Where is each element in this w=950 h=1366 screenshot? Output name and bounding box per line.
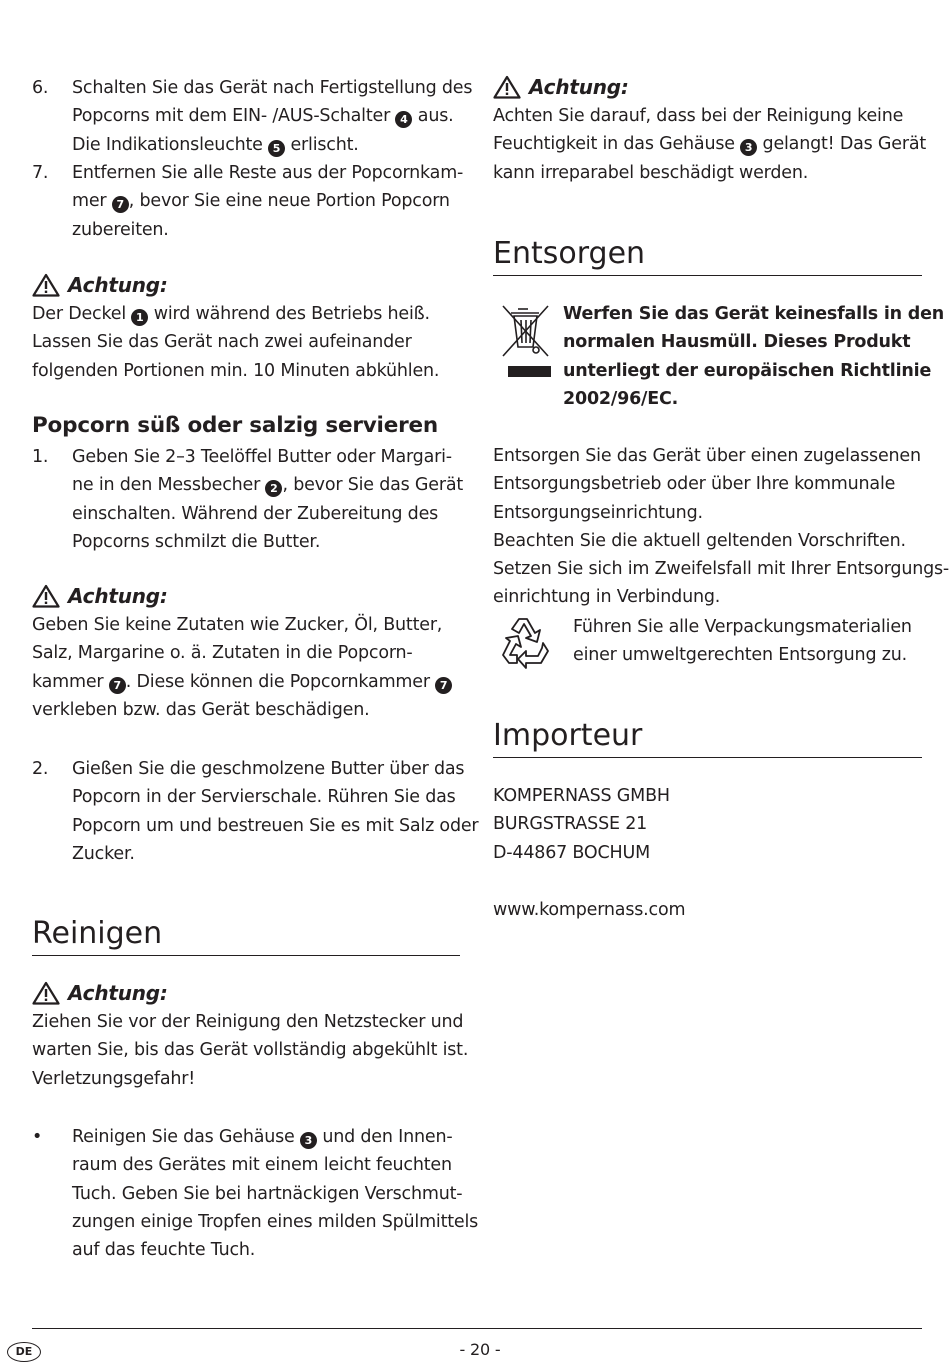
- address-line: D-44867 BOCHUM: [493, 842, 650, 863]
- warning-block: [32, 978, 469, 1093]
- warning-heading: [32, 270, 460, 300]
- disposal-line: Setzen Sie sich im Zweifelsfall mit Ihrer Entsorgungs-: [493, 559, 950, 580]
- step-line: Popcorns schmilzt die Butter.: [72, 531, 321, 552]
- warning-line: warten Sie, bis das Gerät vollständig abgekühlt ist.: [32, 1040, 469, 1061]
- footer-divider: [32, 1328, 922, 1329]
- bullet-line: Reinigen Sie das Gehäuse 3 und den Innen-: [72, 1127, 453, 1147]
- step-line: Popcorn um und bestreuen Sie es mit Salz oder: [72, 815, 479, 836]
- weee-line: unterliegt der europäischen Richtlinie: [563, 360, 932, 381]
- warning-heading: [32, 978, 460, 1008]
- step-line: mer 7 , bevor Sie eine neue Portion Popcorn: [72, 191, 450, 212]
- warning-line: Geben Sie keine Zutaten wie Zucker, Öl, Butter,: [32, 615, 443, 635]
- ref-number-7: 7: [112, 196, 129, 213]
- step-line: Geben Sie 2–3 Teelöffel Butter oder Margari-: [72, 447, 452, 467]
- importer-address: [493, 782, 922, 867]
- warning-line: folgenden Portionen min. 10 Minuten abkühlen.: [32, 360, 440, 381]
- warning-line: Salz, Margarine o. ä. Zutaten in die Popcorn-: [32, 643, 413, 664]
- section-title-disposal: Entsorgen: [493, 236, 646, 271]
- section-title-importer: Importeur: [493, 718, 643, 753]
- warning-line: Ziehen Sie vor der Reinigung den Netzstecker und: [32, 1012, 464, 1032]
- ref-number-3: 3: [740, 139, 757, 156]
- section-divider: [32, 955, 460, 956]
- ref-number-3: 3: [300, 1132, 317, 1149]
- warning-title: Achtung:: [68, 273, 168, 297]
- warning-title: Achtung:: [68, 981, 168, 1005]
- recycling-line: Führen Sie alle Verpackungsmaterialien: [573, 617, 912, 637]
- warning-heading: [493, 72, 922, 102]
- disposal-line: Entsorgungsbetrieb oder über Ihre kommunale: [493, 474, 896, 495]
- step-number: 2.: [32, 759, 49, 779]
- language-badge: DE: [7, 1342, 41, 1362]
- disposal-text: [493, 442, 950, 612]
- bullet-line: Tuch. Geben Sie bei hartnäckigen Verschmut-: [72, 1183, 463, 1204]
- step-line: Die Indikationsleuchte 5 erlischt.: [72, 134, 359, 155]
- weee-notice: [563, 300, 945, 413]
- warning-block: [32, 581, 460, 724]
- disposal-line: Entsorgen Sie das Gerät über einen zugelassenen: [493, 446, 921, 466]
- warning-line: verkleben bzw. das Gerät beschädigen.: [32, 699, 370, 720]
- disposal-line: einrichtung in Verbindung.: [493, 587, 721, 608]
- warning-block: [493, 72, 927, 187]
- ref-number-2: 2: [265, 480, 282, 497]
- weee-line: 2002/96/EC.: [563, 388, 679, 409]
- ref-number-5: 5: [268, 140, 285, 157]
- step-line: zubereiten.: [72, 219, 169, 240]
- section-divider: [493, 275, 922, 276]
- ref-number-4: 4: [395, 111, 412, 128]
- warning-line: Lassen Sie das Gerät nach zwei aufeinander: [32, 332, 412, 353]
- bullet-marker: •: [32, 1127, 43, 1147]
- recycling-notice: [573, 613, 922, 670]
- step-line: Gießen Sie die geschmolzene Butter über das: [72, 759, 465, 779]
- step-line: ne in den Messbecher 2 , bevor Sie das Gerät: [72, 475, 464, 496]
- weee-line: normalen Hausmüll. Dieses Produkt: [563, 332, 911, 353]
- warning-triangle-icon: [32, 584, 60, 608]
- warning-line: Verletzungsgefahr!: [32, 1068, 196, 1089]
- website-link[interactable]: www.kompernass.com: [493, 900, 686, 920]
- warning-line: Der Deckel 1 wird während des Betriebs heiß.: [32, 304, 430, 324]
- step-line: Entfernen Sie alle Reste aus der Popcornkam-: [72, 163, 464, 183]
- warning-line: Achten Sie darauf, dass bei der Reinigung keine: [493, 106, 904, 126]
- section-divider: [493, 757, 922, 758]
- bullet-line: auf das feuchte Tuch.: [72, 1240, 256, 1261]
- serve-heading: Popcorn süß oder salzig servieren: [32, 413, 438, 438]
- step-line: Zucker.: [72, 843, 135, 864]
- step-number: 7.: [32, 163, 49, 183]
- step-line: einschalten. Während der Zubereitung des: [72, 503, 439, 524]
- step-line: Popcorn in der Servierschale. Rühren Sie das: [72, 787, 456, 808]
- disposal-line: Entsorgungseinrichtung.: [493, 502, 703, 523]
- address-line: BURGSTRASSE 21: [493, 814, 648, 835]
- warning-title: Achtung:: [68, 584, 168, 608]
- recycling-line: einer umweltgerechten Entsorgung zu.: [573, 645, 907, 666]
- section-title-cleaning: Reinigen: [32, 916, 163, 951]
- warning-block: [32, 270, 460, 385]
- warning-triangle-icon: [493, 75, 521, 99]
- warning-triangle-icon: [32, 981, 60, 1005]
- step-number: 6.: [32, 78, 49, 98]
- step-number: 1.: [32, 447, 49, 467]
- bullet-line: zungen einige Tropfen eines milden Spülmittels: [72, 1211, 479, 1232]
- address-line: KOMPERNASS GMBH: [493, 786, 670, 806]
- warning-heading: [32, 581, 460, 611]
- weee-line: Werfen Sie das Gerät keinesfalls in den: [563, 304, 945, 324]
- recycling-arrows-icon: [497, 613, 555, 671]
- warning-title: Achtung:: [529, 75, 629, 99]
- step-line: Popcorns mit dem EIN- /AUS-Schalter 4 aus.: [72, 106, 454, 127]
- warning-line: Feuchtigkeit in das Gehäuse 3 gelangt! Das Gerät: [493, 134, 927, 155]
- bullet-line: raum des Gerätes mit einem leicht feuchten: [72, 1155, 452, 1176]
- step-line: Schalten Sie das Gerät nach Fertigstellung des: [72, 78, 473, 98]
- warning-line: kammer 7 . Diese können die Popcornkammer 7: [32, 668, 460, 696]
- warning-triangle-icon: [32, 273, 60, 297]
- ref-number-1: 1: [131, 309, 148, 326]
- disposal-line: Beachten Sie die aktuell geltenden Vorschriften.: [493, 530, 906, 551]
- ref-number-7: 7: [435, 677, 452, 694]
- warning-line: kann irreparabel beschädigt werden.: [493, 162, 809, 183]
- crossed-out-wheelie-bin-icon: [499, 300, 551, 382]
- ref-number-7: 7: [109, 677, 126, 694]
- page-number: - 20 -: [459, 1340, 501, 1359]
